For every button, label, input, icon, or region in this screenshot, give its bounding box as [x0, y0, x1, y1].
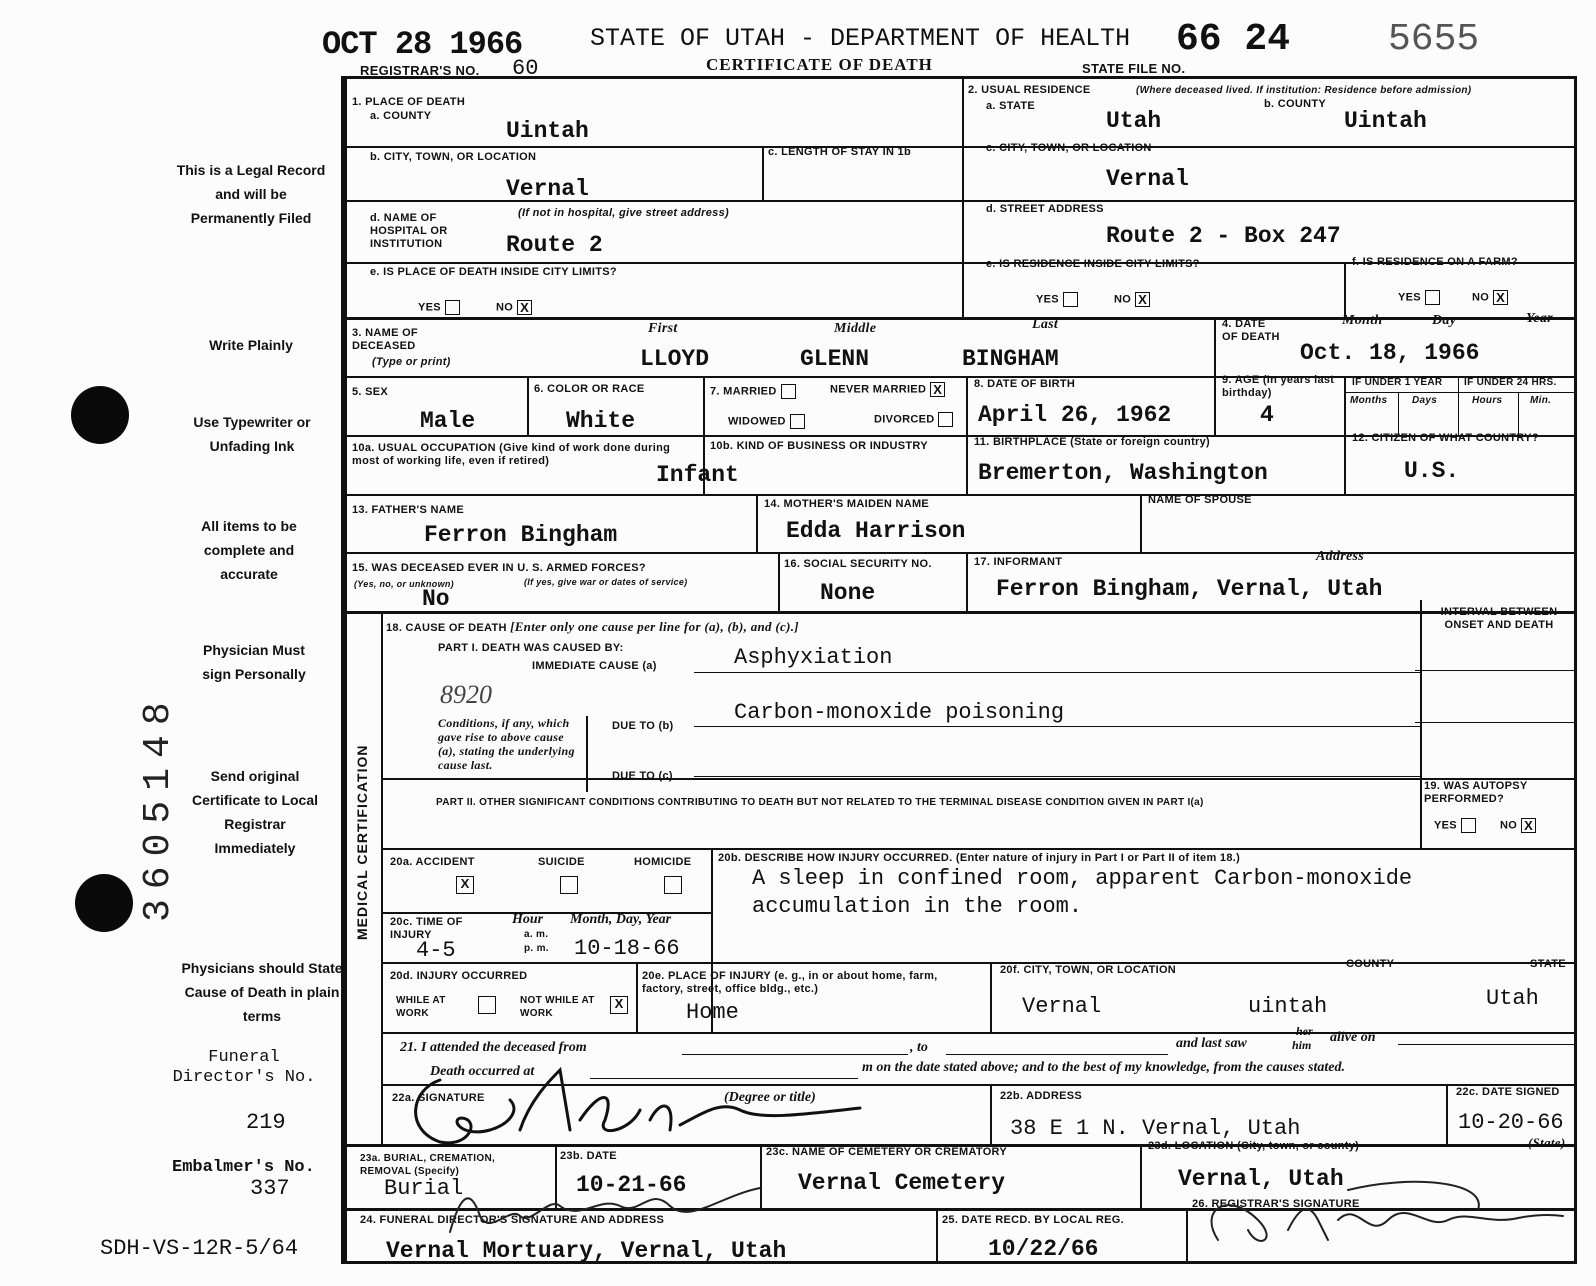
never-married-checkbox[interactable]: X	[930, 382, 945, 397]
street-label: d. STREET ADDRESS	[986, 203, 1104, 215]
armed-note-a: (Yes, no, or unknown)	[354, 579, 454, 589]
state-file-no-label: STATE FILE NO.	[1082, 61, 1186, 76]
to-label: , to	[910, 1040, 928, 1055]
homicide-label: HOMICIDE	[634, 856, 692, 868]
place-of-injury-label: 20e. PLACE OF INJURY (e. g., in or about home, farm, factory, street, office bldg., etc.)	[642, 970, 938, 995]
cause-label: 18. CAUSE OF DEATH [Enter only one cause per line for (a), (b), and (c).]	[386, 619, 799, 634]
date-signed-label: 22c. DATE SIGNED	[1456, 1086, 1560, 1098]
cemetery-label: 23c. NAME OF CEMETERY OR CREMATORY	[766, 1146, 1008, 1158]
registrar-signature-label: 26. REGISTRAR'S SIGNATURE	[1192, 1198, 1360, 1210]
city-limits-label: e. IS PLACE OF DEATH INSIDE CITY LIMITS?	[370, 266, 617, 278]
occurred-at-label: Death occurred at	[430, 1064, 535, 1079]
physician-sign-note: Physician Must sign Personally	[202, 642, 306, 682]
state-file-no-b: 5655	[1388, 18, 1480, 61]
injury-time: 4-5	[416, 938, 456, 963]
injury-description-label: 20b. DESCRIBE HOW INJURY OCCURRED. (Enter nature of injury in Part I or Part II of item 18.)	[718, 852, 1241, 864]
attended-label: 21. I attended the deceased from	[400, 1040, 587, 1055]
residence-state: Utah	[1106, 108, 1162, 134]
city-limits-yes: YES	[418, 300, 460, 315]
armed-forces: No	[422, 586, 450, 612]
spouse-label: NAME OF SPOUSE	[1148, 494, 1252, 506]
mother-name: Edda Harrison	[786, 518, 966, 544]
funeral-director: Vernal Mortuary, Vernal, Utah	[386, 1238, 787, 1264]
injury-county: uintah	[1248, 994, 1328, 1019]
part2-label: PART II. OTHER SIGNIFICANT CONDITIONS CONTRIBUTING TO DEATH BUT NOT RELATED TO THE TERMINAL DISEASE CONDITION GIVEN IN PART I(a)	[436, 797, 1204, 808]
write-plainly-note: Write Plainly	[209, 337, 293, 353]
autopsy-no: NO X	[1500, 818, 1536, 833]
farm-label: f. IS RESIDENCE ON A FARM?	[1352, 256, 1518, 268]
middle-label: Middle	[834, 321, 877, 336]
county-label: a. COUNTY	[370, 110, 432, 122]
date-of-death-label: 4. DATE OF DEATH	[1222, 318, 1280, 343]
burial-date-label: 23b. DATE	[560, 1150, 617, 1162]
father-name: Ferron Bingham	[424, 522, 618, 548]
injury-occurred-label: 20d. INJURY OCCURRED	[390, 970, 528, 982]
date-signed: 10-20-66	[1458, 1110, 1564, 1135]
place-of-death-label: 1. PLACE OF DEATH	[352, 96, 466, 108]
suicide-label: SUICIDE	[538, 856, 585, 868]
date-received-label: 25. DATE RECD. BY LOCAL REG.	[942, 1214, 1124, 1226]
homicide-checkbox[interactable]	[664, 876, 682, 894]
on-date-label: m on the date stated above; and to the best of my knowledge, from the causes stated.	[862, 1060, 1345, 1075]
physician-address-label: 22b. ADDRESS	[1000, 1090, 1083, 1102]
agency-title: STATE OF UTAH - DEPARTMENT OF HEALTH	[590, 24, 1131, 53]
name-label-note: (Type or print)	[372, 356, 451, 368]
not-while-at-work-label: NOT WHILE AT WORK	[520, 995, 595, 1019]
residence-label: 2. USUAL RESIDENCE	[968, 84, 1091, 96]
send-original-note: Send original Certificate to Local Registrar Immediately	[191, 768, 319, 856]
accident-checkbox[interactable]: X	[456, 876, 474, 894]
farm-no: NO X	[1472, 290, 1508, 305]
citizen: U.S.	[1404, 458, 1460, 484]
informant: Ferron Bingham, Vernal, Utah	[996, 576, 1383, 602]
name-label: 3. NAME OF DECEASED	[352, 327, 418, 352]
state-label: a. STATE	[986, 100, 1036, 112]
divorced-checkbox[interactable]	[938, 412, 953, 427]
age-label: 9. AGE (In years last birthday)	[1222, 374, 1335, 399]
sex-label: 5. SEX	[352, 386, 389, 398]
residence-city: Vernal	[1106, 166, 1189, 192]
date-received: 10/22/66	[988, 1236, 1099, 1262]
yes-checkbox[interactable]	[1461, 818, 1476, 833]
burial-date: 10-21-66	[576, 1172, 687, 1198]
not-while-at-work-checkbox[interactable]: X	[610, 996, 628, 1014]
occupation-label: 10a. USUAL OCCUPATION (Give kind of work done during most of working life, even if retired)	[352, 442, 671, 467]
ssn-label: 16. SOCIAL SECURITY NO.	[784, 558, 932, 570]
injury-city: Vernal	[1022, 994, 1102, 1019]
handwritten-code: 8920	[440, 680, 492, 709]
under-year-label: IF UNDER 1 YEAR	[1352, 377, 1443, 388]
injury-city-label: 20f. CITY, TOWN, OR LOCATION	[1000, 964, 1177, 976]
divorced-option: DIVORCED	[874, 412, 953, 427]
birth-date-label: 8. DATE OF BIRTH	[974, 378, 1076, 390]
res-city-limits-yes: YES	[1036, 292, 1078, 307]
mdy-label: Month, Day, Year	[570, 912, 672, 927]
injury-date: 10-18-66	[574, 936, 680, 961]
registrar-no: 60	[512, 56, 539, 81]
location-label: 23d. LOCATION (City, town, or county)	[1148, 1140, 1360, 1152]
farm-yes: YES	[1398, 290, 1440, 305]
alive-on-label: alive on	[1330, 1030, 1376, 1045]
autopsy-yes: YES	[1434, 818, 1476, 833]
informant-label: 17. INFORMANT	[974, 556, 1063, 568]
age: 4	[1260, 402, 1274, 428]
while-at-work-label: WHILE AT WORK	[396, 995, 446, 1019]
last-saw-label: and last saw	[1176, 1036, 1247, 1051]
him-label: him	[1292, 1038, 1312, 1052]
under-day-label: IF UNDER 24 HRS.	[1464, 377, 1557, 388]
state-cause-note: Physicians should State Cause of Death in plain terms	[181, 960, 343, 1024]
typewriter-note: Use Typewriter or Unfading Ink	[193, 414, 311, 454]
due-to-b-label: DUE TO (b)	[612, 720, 674, 732]
city-label: b. CITY, TOWN, OR LOCATION	[370, 151, 537, 163]
death-county: Uintah	[506, 118, 589, 144]
widowed-option: WIDOWED	[728, 414, 805, 429]
registrar-no-label: REGISTRAR'S NO.	[360, 63, 480, 78]
burial-location: Vernal, Utah	[1178, 1166, 1344, 1192]
am-label: a. m.	[524, 929, 549, 940]
no-checkbox[interactable]: X	[1521, 818, 1536, 833]
married-option: 7. MARRIED	[710, 384, 796, 399]
armed-forces-label: 15. WAS DECEASED EVER IN U. S. ARMED FORCES?	[352, 562, 646, 574]
embalmer-no: 337	[250, 1176, 290, 1201]
injury-county-label: COUNTY	[1346, 958, 1395, 970]
due-to-c-label: DUE TO (c)	[612, 770, 673, 782]
year-label: Year	[1526, 311, 1553, 326]
length-of-stay-label: c. LENGTH OF STAY IN 1b	[768, 146, 911, 158]
punch-hole	[75, 874, 133, 932]
occupation: Infant	[656, 462, 739, 488]
birth-date: April 26, 1962	[978, 402, 1172, 428]
armed-note-b: (If yes, give war or dates of service)	[524, 577, 688, 587]
no-checkbox[interactable]: X	[1135, 292, 1150, 307]
injury-description-2: accumulation in the room.	[752, 894, 1083, 919]
ssn: None	[820, 580, 876, 606]
burial-label: 23a. BURIAL, CREMATION, REMOVAL (Specify)	[360, 1153, 496, 1177]
while-at-work-checkbox[interactable]	[478, 996, 496, 1014]
funeral-director-signature	[430, 1176, 810, 1246]
month-label: Month	[1342, 313, 1383, 328]
injury-place: Home	[686, 1000, 739, 1025]
day-label: Day	[1432, 313, 1457, 328]
part1-label: PART I. DEATH WAS CAUSED BY:	[438, 642, 624, 654]
date-of-death: Oct. 18, 1966	[1300, 340, 1480, 366]
physician-signature	[400, 1060, 880, 1150]
punch-hole	[71, 386, 129, 444]
race-label: 6. COLOR OR RACE	[534, 383, 645, 395]
date-stamp: OCT 28 1966	[322, 26, 523, 63]
conditions-note: Conditions, if any, which gave rise to above cause (a), stating the underlying cause last.	[438, 716, 575, 772]
address-label: Address	[1316, 549, 1364, 564]
death-city: Vernal	[506, 176, 589, 202]
never-married-option: NEVER MARRIED X	[830, 382, 945, 397]
city-limits-no: NO X	[496, 300, 532, 315]
widowed-checkbox[interactable]	[790, 414, 805, 429]
res-city-label: c. CITY, TOWN, OR LOCATION	[986, 142, 1152, 154]
yes-checkbox[interactable]	[1425, 290, 1440, 305]
physician-address: 38 E 1 N. Vernal, Utah	[1010, 1116, 1301, 1141]
first-label: First	[648, 321, 678, 336]
min-label: Min.	[1530, 395, 1552, 406]
no-checkbox[interactable]: X	[1493, 290, 1508, 305]
mother-label: 14. MOTHER'S MAIDEN NAME	[764, 498, 930, 510]
registrar-signature	[1188, 1170, 1568, 1260]
immediate-cause-label: IMMEDIATE CAUSE (a)	[532, 660, 657, 672]
father-label: 13. FATHER'S NAME	[352, 504, 465, 516]
suicide-checkbox[interactable]	[560, 876, 578, 894]
days-label: Days	[1412, 395, 1438, 406]
no-checkbox[interactable]: X	[517, 300, 532, 315]
state-file-no-a: 66 24	[1176, 18, 1291, 61]
burial-method: Burial	[384, 1176, 464, 1201]
form-title: CERTIFICATE OF DEATH	[706, 55, 933, 74]
race: White	[566, 408, 636, 434]
res-city-limits-label: e. IS RESIDENCE INSIDE CITY LIMITS?	[986, 258, 1200, 270]
state-note: (State)	[1528, 1135, 1566, 1150]
yes-checkbox[interactable]	[1063, 292, 1078, 307]
her-label: her	[1296, 1024, 1313, 1038]
married-checkbox[interactable]	[781, 384, 796, 399]
business-label: 10b. KIND OF BUSINESS OR INDUSTRY	[710, 440, 928, 452]
cause-b: Carbon-monoxide poisoning	[734, 700, 1065, 725]
interval-label: INTERVAL BETWEEN ONSET AND DEATH	[1440, 606, 1558, 631]
form-code: SDH-VS-12R-5/64	[100, 1236, 299, 1261]
injury-state-label: STATE	[1530, 958, 1566, 970]
cemetery-name: Vernal Cemetery	[798, 1170, 1006, 1196]
autopsy-label: 19. WAS AUTOPSY PERFORMED?	[1424, 780, 1528, 805]
funeral-director-label: Funeral Director's No.	[172, 1048, 316, 1087]
last-name: BINGHAM	[962, 346, 1059, 372]
cause-a: Asphyxiation	[734, 645, 893, 670]
accident-label: 20a. ACCIDENT	[390, 856, 475, 868]
complete-note: All items to be complete and accurate	[201, 518, 297, 582]
embalmer-label: Embalmer's No.	[172, 1158, 315, 1177]
residence-note: (Where deceased lived. If institution: Residence before admission)	[1136, 85, 1472, 96]
yes-checkbox[interactable]	[445, 300, 460, 315]
hour-label: Hour	[512, 912, 544, 927]
citizen-label: 12. CITIZEN OF WHAT COUNTRY?	[1352, 432, 1539, 444]
funeral-director-no: 219	[246, 1110, 286, 1135]
signature-label: 22a. SIGNATURE	[392, 1092, 485, 1104]
months-label: Months	[1350, 395, 1388, 406]
time-of-injury-label: 20c. TIME OF INJURY	[390, 916, 463, 941]
residence-county: Uintah	[1344, 108, 1427, 134]
death-hospital: Route 2	[506, 232, 603, 258]
res-county-label: b. COUNTY	[1264, 98, 1326, 110]
funeral-director-sig-label: 24. FUNERAL DIRECTOR'S SIGNATURE AND ADDRESS	[360, 1214, 665, 1226]
birthplace-label: 11. BIRTHPLACE (State or foreign country)	[974, 436, 1210, 448]
hospital-note: (If not in hospital, give street address)	[518, 207, 729, 219]
middle-name: GLENN	[800, 346, 870, 372]
hours-label: Hours	[1472, 395, 1503, 406]
residence-street: Route 2 - Box 247	[1106, 223, 1341, 249]
pm-label: p. m.	[524, 943, 549, 954]
birthplace: Bremerton, Washington	[978, 460, 1268, 486]
hospital-label: d. NAME OF HOSPITAL OR INSTITUTION	[370, 212, 448, 250]
injury-description-1: A sleep in confined room, apparent Carbon-monoxide	[752, 866, 1413, 891]
sex: Male	[420, 408, 476, 434]
injury-state: Utah	[1486, 986, 1539, 1011]
legal-record-notice: This is a Legal Record and will be Permanently Filed	[176, 162, 326, 226]
degree-label: (Degree or title)	[724, 1090, 816, 1105]
res-city-limits-no: NO X	[1114, 292, 1150, 307]
last-label: Last	[1032, 317, 1059, 332]
first-name: LLOYD	[640, 346, 710, 372]
